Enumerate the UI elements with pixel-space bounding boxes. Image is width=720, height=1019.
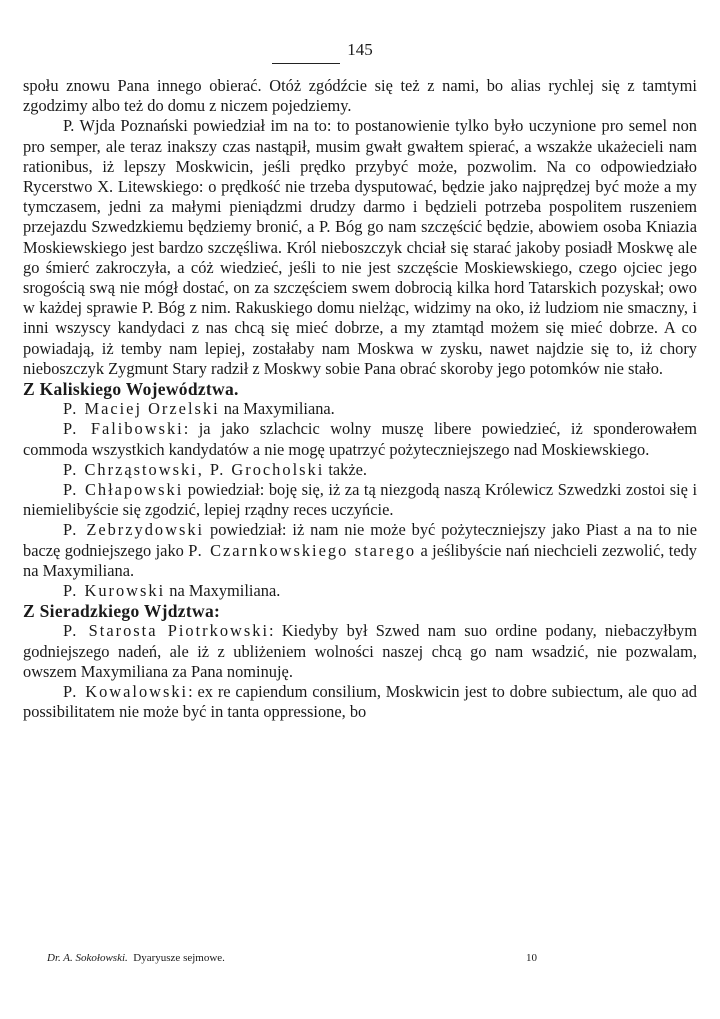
vote-kurowski [23,581,697,601]
speech-text: powiedział: iż nam nie może być pożyteczniejszy jako Piast a na to nie baczę godniejszego jako [23,520,698,560]
speech-text: powiedział: boję się, iż za tą niezgodą naszą Królewicz Szwedzki zostoi się i niemieliby͏ście się zgodzić, lepiej rządny reces uczyńcie. [23,480,698,520]
vote-starosta-piotrkowski [23,621,697,682]
speaker-name-candidate: P. Czarnkowskiego starego [188,540,417,560]
speech-text: : ja jako szlachcic wolny muszę libere powiedzieć, iż sponderowałem commoda wszystkich kandydatów a nie mogę upatrzyć pożyteczniejszego nad Moskiewskiego. [23,419,697,459]
speech-text: : Kiedyby był Szwed nam suo ordine podany, niebaczyłbym godniejszego nadeń, ale iż z ubliżeniem wolności naszej chcą go nam wsadzić, nie pozwalam, owszem Maxymiliana za Pana nominuję. [23,621,697,681]
speaker-name: P. Kurowski [63,581,166,601]
speaker-name: P. Starosta Piotrkowski [63,621,269,641]
paragraph-continuation: społu znowu Pana innego obierać. Otóż zgódźcie się też z nami, bo alias rychlej się z tamtymi zgodzimy albo też do domu z niczem pojedziemy. [23,76,697,116]
footer-author: Dr. A. Sokołowski. [47,952,128,964]
footer-signature: 10 [526,952,537,964]
vote-zebrzydowski [23,520,697,581]
page-number: 145 [347,40,373,59]
speaker-name: P. Chrząstowski, P. Grocholski [63,459,325,479]
footer-title: Dyaryusze sejmowe. [133,952,225,964]
speech-text: : ex re capiendum consilium, Moskwicin jest to dobre subiectum, ale quo ad possibilitatem nie może być in tanta oppressione, bo [23,682,697,722]
speaker-name: P. Zebrzydowski [63,520,205,540]
footer-citation [47,952,225,964]
speaker-name: P. Falibowski [63,419,184,439]
vote-kowalowski [23,682,697,722]
vote-falibowski [23,419,697,459]
page-number-rule [272,63,340,64]
speech-text: także. [324,459,368,479]
speaker-name: P. Chłapowski [63,480,184,500]
speech-text: na Maxymiliana. [165,581,281,601]
paragraph-poznan-voivode: P. Wjda Poznański powiedział im na to: to postanowienie tylko było uczynione pro semel non pro semper, ale teraz inakszy czas nastąpił, musim gwałt gwałtem spierać, a wszakże ukażecieli nam rationibus, iż lepszy Moskwicin, jeśli prędko przybyć może, pozwolim. Na co odpowiedziało Rycerstwo X. Litewskiego: o prędkość nie trzeba dysputować, będzie jako najprędzej być może a my tymczasem, jedni za małymi pieniądzmi drudzy darmo i będzieli potrzeba pospolitem ruszeniem przejazdu Szwedzkiemu będziemy bronić, a P. Bóg go nam szczęścić będzie, abowiem osoba Kniazia Moskiewskiego jest bardzo szczęśliwa. Król nieboszczyk chciał się starać jakoby posiadł Moskwę ale go śmierć zakroczyła, a cóż wiedzieć, jeśli to nie jest szczęście Moskiewskiego, czego ojciec jego srogością swą nie mógł dostać, on za szczęściem swem dobrocią kilka hord Tatarskich pozyskał; owo w każdej sprawie P. Bóg z nim. Rakuskiego domu nielżąc, widzimy na oko, iż ludziom nie smaczny, i inni wszyscy kandydaci z nas chcą się mieć dobrze, a my ztamtąd możem się mieć dobrze. A co powiadają, iż temby nam lepiej, zostałaby nam Moskwa w zysku, nawet najdzie się to, iż chory nieboszczyk Zygmunt Stary radził z Moskwy sobie Pana obrać skoroby jego potomków nie stało. [23,116,697,378]
vote-orzelski [23,399,697,419]
speech-text: na Maxymiliana. [219,399,335,419]
speaker-name: P. Maciej Orzelski [63,399,220,419]
section-heading-sieradz: Z Sieradzkiego Wjdztwa: [23,601,221,622]
speech-text: a jeśliby͏ście nań niechcieli zezwolić, tedy na Maxymiliana. [23,540,697,580]
vote-chlapowski [23,480,697,520]
page-body [23,76,697,723]
speaker-name: P. Kowalowski [63,682,189,702]
section-heading-kalisz: Z Kaliskiego Województwa. [23,379,239,400]
vote-chrzastowski-grocholski [23,460,697,480]
